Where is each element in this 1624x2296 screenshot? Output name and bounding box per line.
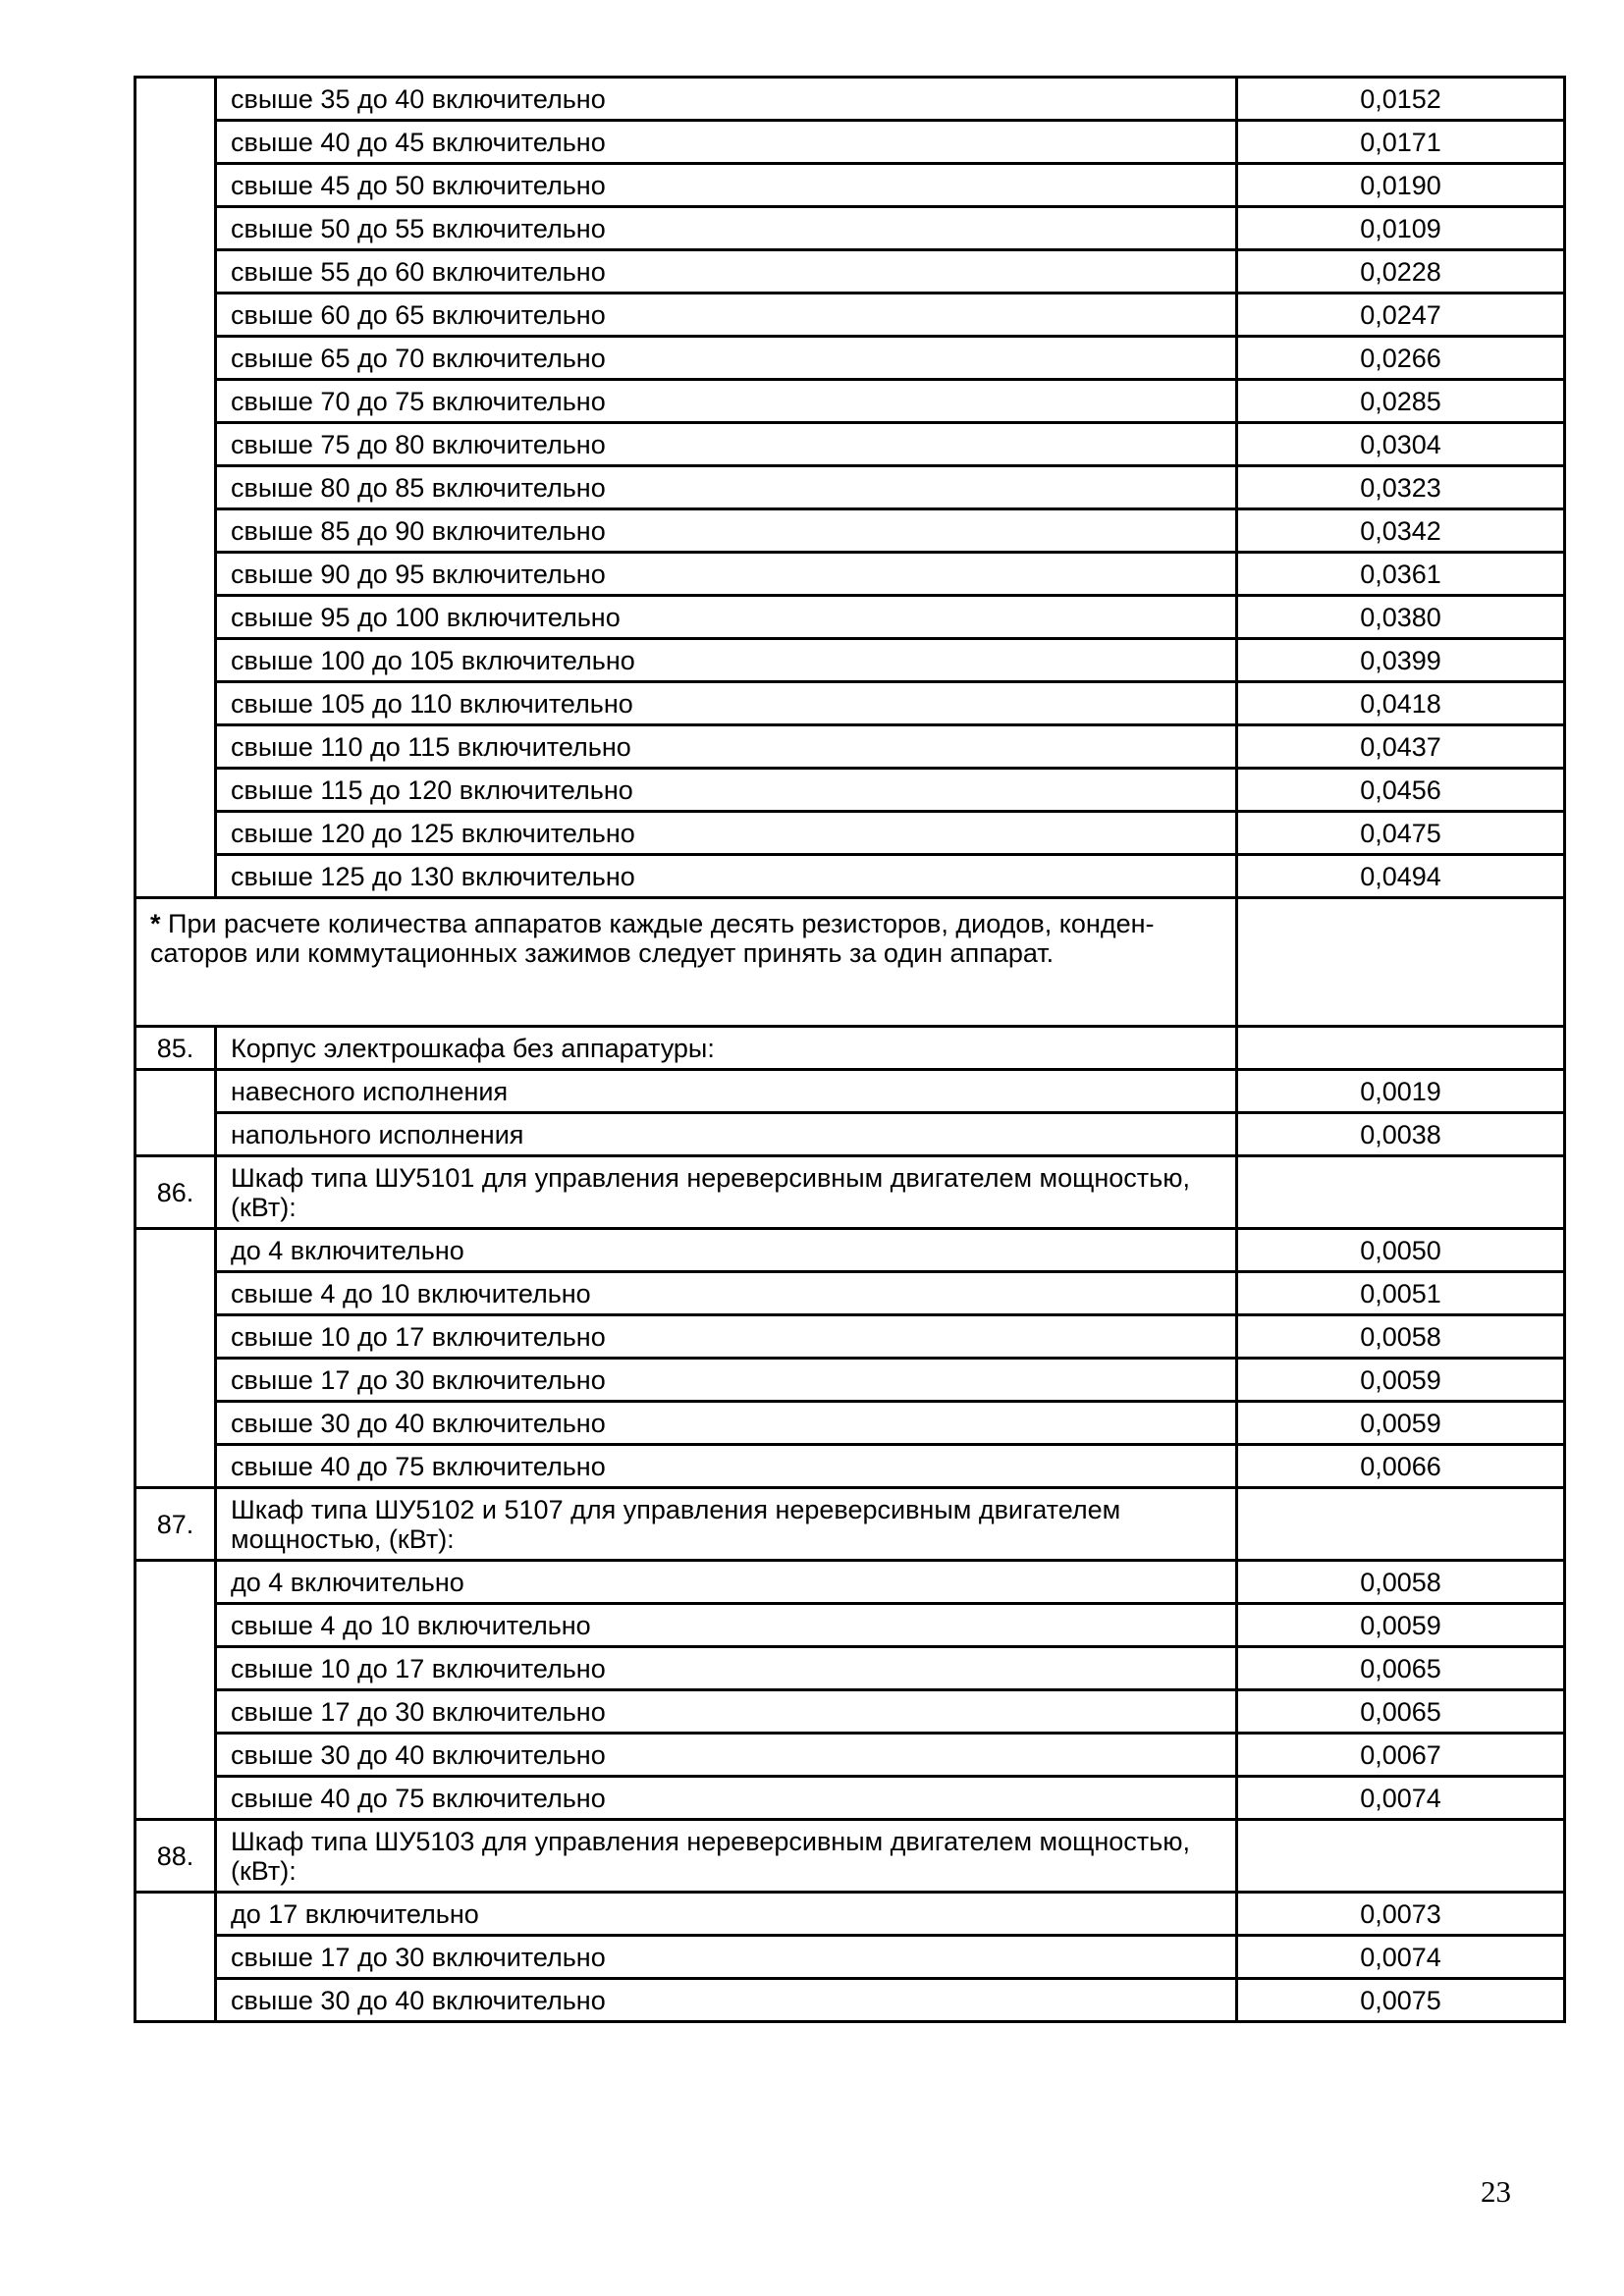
section-header-row	[135, 1027, 1565, 1070]
item-description: до 4 включительно	[216, 1229, 1237, 1272]
item-value: 0,0051	[1237, 1272, 1565, 1315]
item-number: 87.	[135, 1488, 216, 1561]
footnote-value-cell	[1237, 898, 1565, 1027]
item-description: свыше 95 до 100 включительно	[216, 596, 1237, 639]
table-row	[135, 164, 1565, 207]
item-value: 0,0228	[1237, 250, 1565, 294]
table-row	[135, 1070, 1565, 1113]
item-description: до 4 включительно	[216, 1561, 1237, 1604]
item-description: свыше 125 до 130 включительно	[216, 855, 1237, 898]
table-row	[135, 1604, 1565, 1647]
table-row	[135, 466, 1565, 509]
item-value: 0,0038	[1237, 1113, 1565, 1156]
item-description: свыше 90 до 95 включительно	[216, 553, 1237, 596]
item-number: 85.	[135, 1027, 216, 1070]
item-value: 0,0074	[1237, 1936, 1565, 1979]
item-value: 0,0058	[1237, 1561, 1565, 1604]
table-row	[135, 509, 1565, 553]
table-row	[135, 1777, 1565, 1820]
item-value: 0,0074	[1237, 1777, 1565, 1820]
table-row	[135, 812, 1565, 855]
item-description: свыше 17 до 30 включительно	[216, 1936, 1237, 1979]
norms-table-body	[135, 78, 1565, 2022]
section-value-cell	[1237, 1156, 1565, 1229]
item-value: 0,0065	[1237, 1690, 1565, 1734]
item-description: свыше 40 до 45 включительно	[216, 121, 1237, 164]
footnote-text: При расчете количества аппаратов каждые десять резисторов, диодов, конден-саторов или коммутационных зажимов следует принять за один аппарат.	[150, 909, 1155, 968]
table-row	[135, 1315, 1565, 1359]
table-row	[135, 1561, 1565, 1604]
table-row	[135, 207, 1565, 250]
table-row	[135, 1272, 1565, 1315]
table-row	[135, 1647, 1565, 1690]
item-description: свыше 65 до 70 включительно	[216, 337, 1237, 380]
item-description: до 17 включительно	[216, 1893, 1237, 1936]
item-number-cell	[135, 78, 216, 898]
item-description: свыше 70 до 75 включительно	[216, 380, 1237, 423]
table-row	[135, 639, 1565, 682]
footnote-cell	[135, 898, 1237, 1027]
item-value: 0,0109	[1237, 207, 1565, 250]
item-description: свыше 10 до 17 включительно	[216, 1315, 1237, 1359]
item-description: свыше 40 до 75 включительно	[216, 1445, 1237, 1488]
section-header-row	[135, 1488, 1565, 1561]
item-value: 0,0247	[1237, 294, 1565, 337]
table-row	[135, 1402, 1565, 1445]
item-value: 0,0494	[1237, 855, 1565, 898]
table-row	[135, 855, 1565, 898]
item-number-cell	[135, 1229, 216, 1488]
item-description: свыше 35 до 40 включительно	[216, 78, 1237, 121]
item-number-cell	[135, 1561, 216, 1820]
item-value: 0,0059	[1237, 1359, 1565, 1402]
item-value: 0,0190	[1237, 164, 1565, 207]
item-value: 0,0058	[1237, 1315, 1565, 1359]
table-row	[135, 682, 1565, 725]
item-description: свыше 17 до 30 включительно	[216, 1359, 1237, 1402]
item-value: 0,0152	[1237, 78, 1565, 121]
item-value: 0,0059	[1237, 1604, 1565, 1647]
item-value: 0,0437	[1237, 725, 1565, 769]
item-value: 0,0266	[1237, 337, 1565, 380]
item-description: свыше 30 до 40 включительно	[216, 1979, 1237, 2022]
item-value: 0,0380	[1237, 596, 1565, 639]
table-row	[135, 1893, 1565, 1936]
item-description: свыше 60 до 65 включительно	[216, 294, 1237, 337]
section-header-row	[135, 1156, 1565, 1229]
item-value: 0,0361	[1237, 553, 1565, 596]
table-row	[135, 1979, 1565, 2022]
footnote-asterisk: *	[150, 909, 161, 938]
section-value-cell	[1237, 1488, 1565, 1561]
item-value: 0,0073	[1237, 1893, 1565, 1936]
item-description: свыше 120 до 125 включительно	[216, 812, 1237, 855]
table-row	[135, 1734, 1565, 1777]
item-description: свыше 4 до 10 включительно	[216, 1272, 1237, 1315]
table-row	[135, 380, 1565, 423]
item-value: 0,0171	[1237, 121, 1565, 164]
table-row	[135, 423, 1565, 466]
item-value: 0,0067	[1237, 1734, 1565, 1777]
footnote-row	[135, 898, 1565, 1027]
item-description: свыше 4 до 10 включительно	[216, 1604, 1237, 1647]
table-row	[135, 769, 1565, 812]
item-description: свыше 50 до 55 включительно	[216, 207, 1237, 250]
table-row	[135, 121, 1565, 164]
item-description: свыше 105 до 110 включительно	[216, 682, 1237, 725]
item-value: 0,0019	[1237, 1070, 1565, 1113]
section-title: Шкаф типа ШУ5102 и 5107 для управления нереверсивным двигателем мощностью, (кВт):	[216, 1488, 1237, 1561]
item-description: свыше 110 до 115 включительно	[216, 725, 1237, 769]
item-description: свыше 30 до 40 включительно	[216, 1734, 1237, 1777]
item-description: свыше 40 до 75 включительно	[216, 1777, 1237, 1820]
item-value: 0,0456	[1237, 769, 1565, 812]
table-row	[135, 553, 1565, 596]
item-value: 0,0066	[1237, 1445, 1565, 1488]
item-value: 0,0075	[1237, 1979, 1565, 2022]
item-value: 0,0304	[1237, 423, 1565, 466]
table-row	[135, 1445, 1565, 1488]
item-value: 0,0475	[1237, 812, 1565, 855]
item-description: свыше 115 до 120 включительно	[216, 769, 1237, 812]
section-value-cell	[1237, 1027, 1565, 1070]
table-row	[135, 1113, 1565, 1156]
item-description: свыше 45 до 50 включительно	[216, 164, 1237, 207]
table-row	[135, 1229, 1565, 1272]
item-value: 0,0399	[1237, 639, 1565, 682]
item-description: свыше 10 до 17 включительно	[216, 1647, 1237, 1690]
section-title: Корпус электрошкафа без аппаратуры:	[216, 1027, 1237, 1070]
section-title: Шкаф типа ШУ5101 для управления нереверсивным двигателем мощностью, (кВт):	[216, 1156, 1237, 1229]
item-value: 0,0418	[1237, 682, 1565, 725]
table-row	[135, 78, 1565, 121]
item-description: свыше 17 до 30 включительно	[216, 1690, 1237, 1734]
item-description: свыше 85 до 90 включительно	[216, 509, 1237, 553]
item-number: 88.	[135, 1820, 216, 1893]
section-title: Шкаф типа ШУ5103 для управления нереверсивным двигателем мощностью, (кВт):	[216, 1820, 1237, 1893]
item-number-cell	[135, 1070, 216, 1156]
table-row	[135, 725, 1565, 769]
item-description: свыше 30 до 40 включительно	[216, 1402, 1237, 1445]
table-row	[135, 596, 1565, 639]
table-row	[135, 1690, 1565, 1734]
section-header-row	[135, 1820, 1565, 1893]
norms-table	[134, 76, 1566, 2023]
item-description: навесного исполнения	[216, 1070, 1237, 1113]
item-value: 0,0342	[1237, 509, 1565, 553]
item-description: свыше 75 до 80 включительно	[216, 423, 1237, 466]
item-value: 0,0065	[1237, 1647, 1565, 1690]
table-row	[135, 337, 1565, 380]
table-row	[135, 250, 1565, 294]
item-value: 0,0323	[1237, 466, 1565, 509]
item-value: 0,0285	[1237, 380, 1565, 423]
item-number-cell	[135, 1893, 216, 2022]
table-row	[135, 294, 1565, 337]
section-value-cell	[1237, 1820, 1565, 1893]
item-value: 0,0059	[1237, 1402, 1565, 1445]
table-row	[135, 1936, 1565, 1979]
item-value: 0,0050	[1237, 1229, 1565, 1272]
item-description: свыше 55 до 60 включительно	[216, 250, 1237, 294]
item-number: 86.	[135, 1156, 216, 1229]
item-description: напольного исполнения	[216, 1113, 1237, 1156]
item-description: свыше 80 до 85 включительно	[216, 466, 1237, 509]
page-number: 23	[1481, 2174, 1511, 2209]
item-description: свыше 100 до 105 включительно	[216, 639, 1237, 682]
table-row	[135, 1359, 1565, 1402]
